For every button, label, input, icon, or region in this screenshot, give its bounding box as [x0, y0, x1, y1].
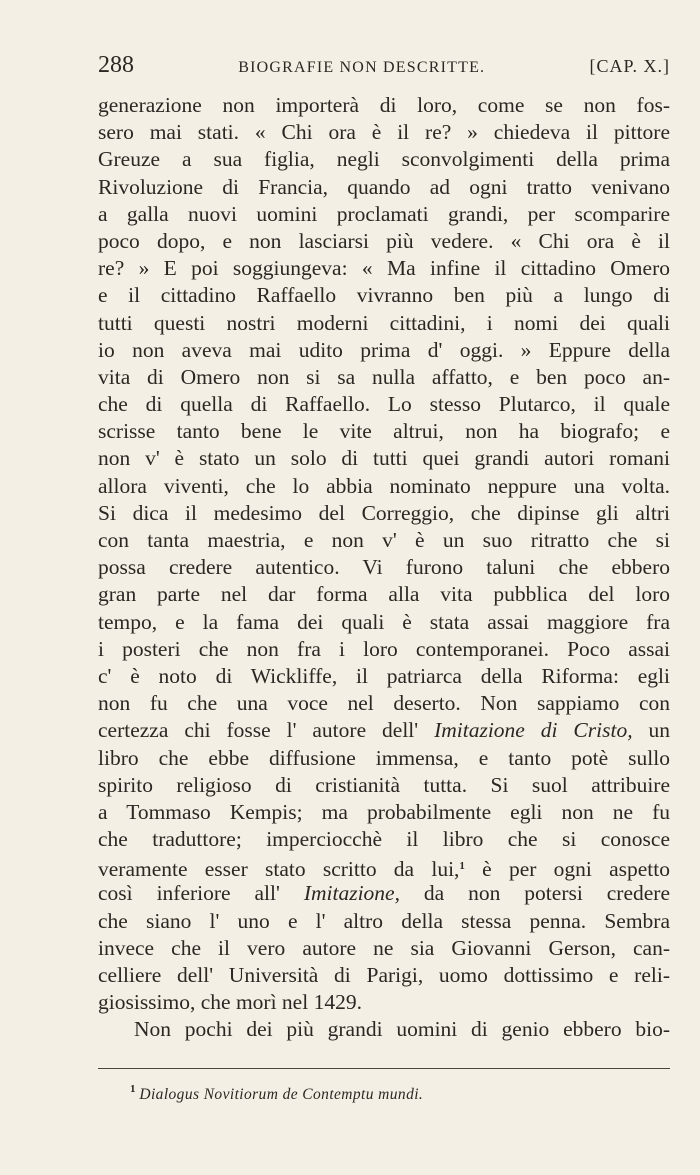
page-number: 288 [98, 52, 134, 78]
text-line: poco dopo, e non lasciarsi più vedere. « Chi ora è il [98, 228, 670, 253]
text-line: generazione non importerà di loro, come se non fos- [98, 93, 670, 117]
text-line: gran parte nel dar forma alla vita pubblica del loro [98, 582, 670, 607]
book-title-italic: Imitazione, [303, 881, 400, 906]
text-line: spirito religioso di cristianità tutta. Si suol attribuire [98, 772, 670, 797]
text-line [98, 853, 670, 880]
text-segment: è per ogni aspetto [464, 857, 670, 882]
page-header [98, 52, 670, 86]
text-line: a Tommaso Kempis; ma probabilmente egli non ne fu [98, 799, 670, 824]
text-segment: certezza chi fosse l' autore dell' [98, 718, 435, 743]
text-line: sero mai stati. « Chi ora è il re? » chiedeva il pittore [98, 120, 670, 145]
text-line [98, 717, 670, 744]
text-line: re? » E poi soggiungeva: « Ma infine il cittadino Omero [98, 256, 670, 281]
text-line: che di quella di Raffaello. Lo stesso Plutarco, il quale [98, 392, 670, 417]
text-line: i posteri che non fra i loro contemporanei. Poco assai [98, 636, 670, 661]
text-line: invece che il vero autore ne sia Giovanni Gerson, can- [98, 935, 670, 960]
text-line: non v' è stato un solo di tutti quei grandi autori romani [98, 446, 670, 471]
book-title-italic: Imitazione di Cristo, [434, 718, 633, 743]
footnote [130, 1083, 423, 1104]
body-text [98, 92, 670, 1044]
text-line [98, 880, 670, 907]
text-line: non fu che una voce nel deserto. Non sappiamo con [98, 691, 670, 716]
text-segment: veramente esser stato scritto da lui, [98, 857, 460, 882]
text-line: Rivoluzione di Francia, quando ad ogni tratto venivano [98, 174, 670, 199]
paragraph-start-line: Non pochi dei più grandi uomini di genio ebbero bio- [134, 1017, 670, 1042]
footnote-marker: 1 [130, 1083, 136, 1095]
text-line: c' è noto di Wickliffe, il patriarca della Riforma: egli [98, 663, 670, 688]
text-line: tutti questi nostri moderni cittadini, i nomi dei quali [98, 310, 670, 335]
text-line: con tanta maestria, e non v' è un suo ritratto che si [98, 528, 670, 552]
footnote-reference: 1 [459, 860, 465, 873]
text-line: Greuze a sua figlia, negli sconvolgimenti della prima [98, 147, 670, 172]
running-title: BIOGRAFIE NON DESCRITTE. [238, 59, 486, 76]
text-line: che traduttore; imperciocchè il libro che si conosce [98, 827, 670, 852]
text-segment: un [632, 718, 671, 743]
text-line: e il cittadino Raffaello vivranno ben più a lungo di [98, 283, 670, 308]
text-line: io non aveva mai udito prima d' oggi. » Eppure della [98, 337, 670, 362]
text-segment: da non potersi credere [399, 881, 670, 906]
text-line: giosissimo, che morì nel 1429. [98, 990, 362, 1015]
text-line: possa credere autentico. Vi furono taluni che ebbero [98, 555, 670, 580]
text-line: allora viventi, che lo abbia nominato neppure una volta. [98, 473, 670, 498]
text-line: Si dica il medesimo del Correggio, che dipinse gli altri [98, 500, 670, 525]
chapter-label: [CAP. X.] [589, 56, 670, 76]
text-line: scrisse tanto bene le vite altrui, non ha biografo; e [98, 419, 670, 444]
text-line: tempo, e la fama dei quali è stata assai maggiore fra [98, 609, 670, 634]
text-line: celliere dell' Università di Parigi, uomo dottissimo e reli- [98, 963, 670, 987]
text-line: vita di Omero non si sa nulla affatto, e ben poco an- [98, 364, 670, 389]
text-line: che siano l' uno e l' altro della stessa penna. Sembra [98, 908, 670, 933]
text-segment: così inferiore all' [98, 881, 304, 906]
text-line: libro che ebbe diffusione immensa, e tanto potè sullo [98, 745, 670, 770]
text-line: a galla nuovi uomini proclamati grandi, per scomparire [98, 201, 670, 226]
footnote-text: Dialogus Novitiorum de Contemptu mundi. [139, 1086, 424, 1103]
footnote-divider [98, 1068, 670, 1069]
